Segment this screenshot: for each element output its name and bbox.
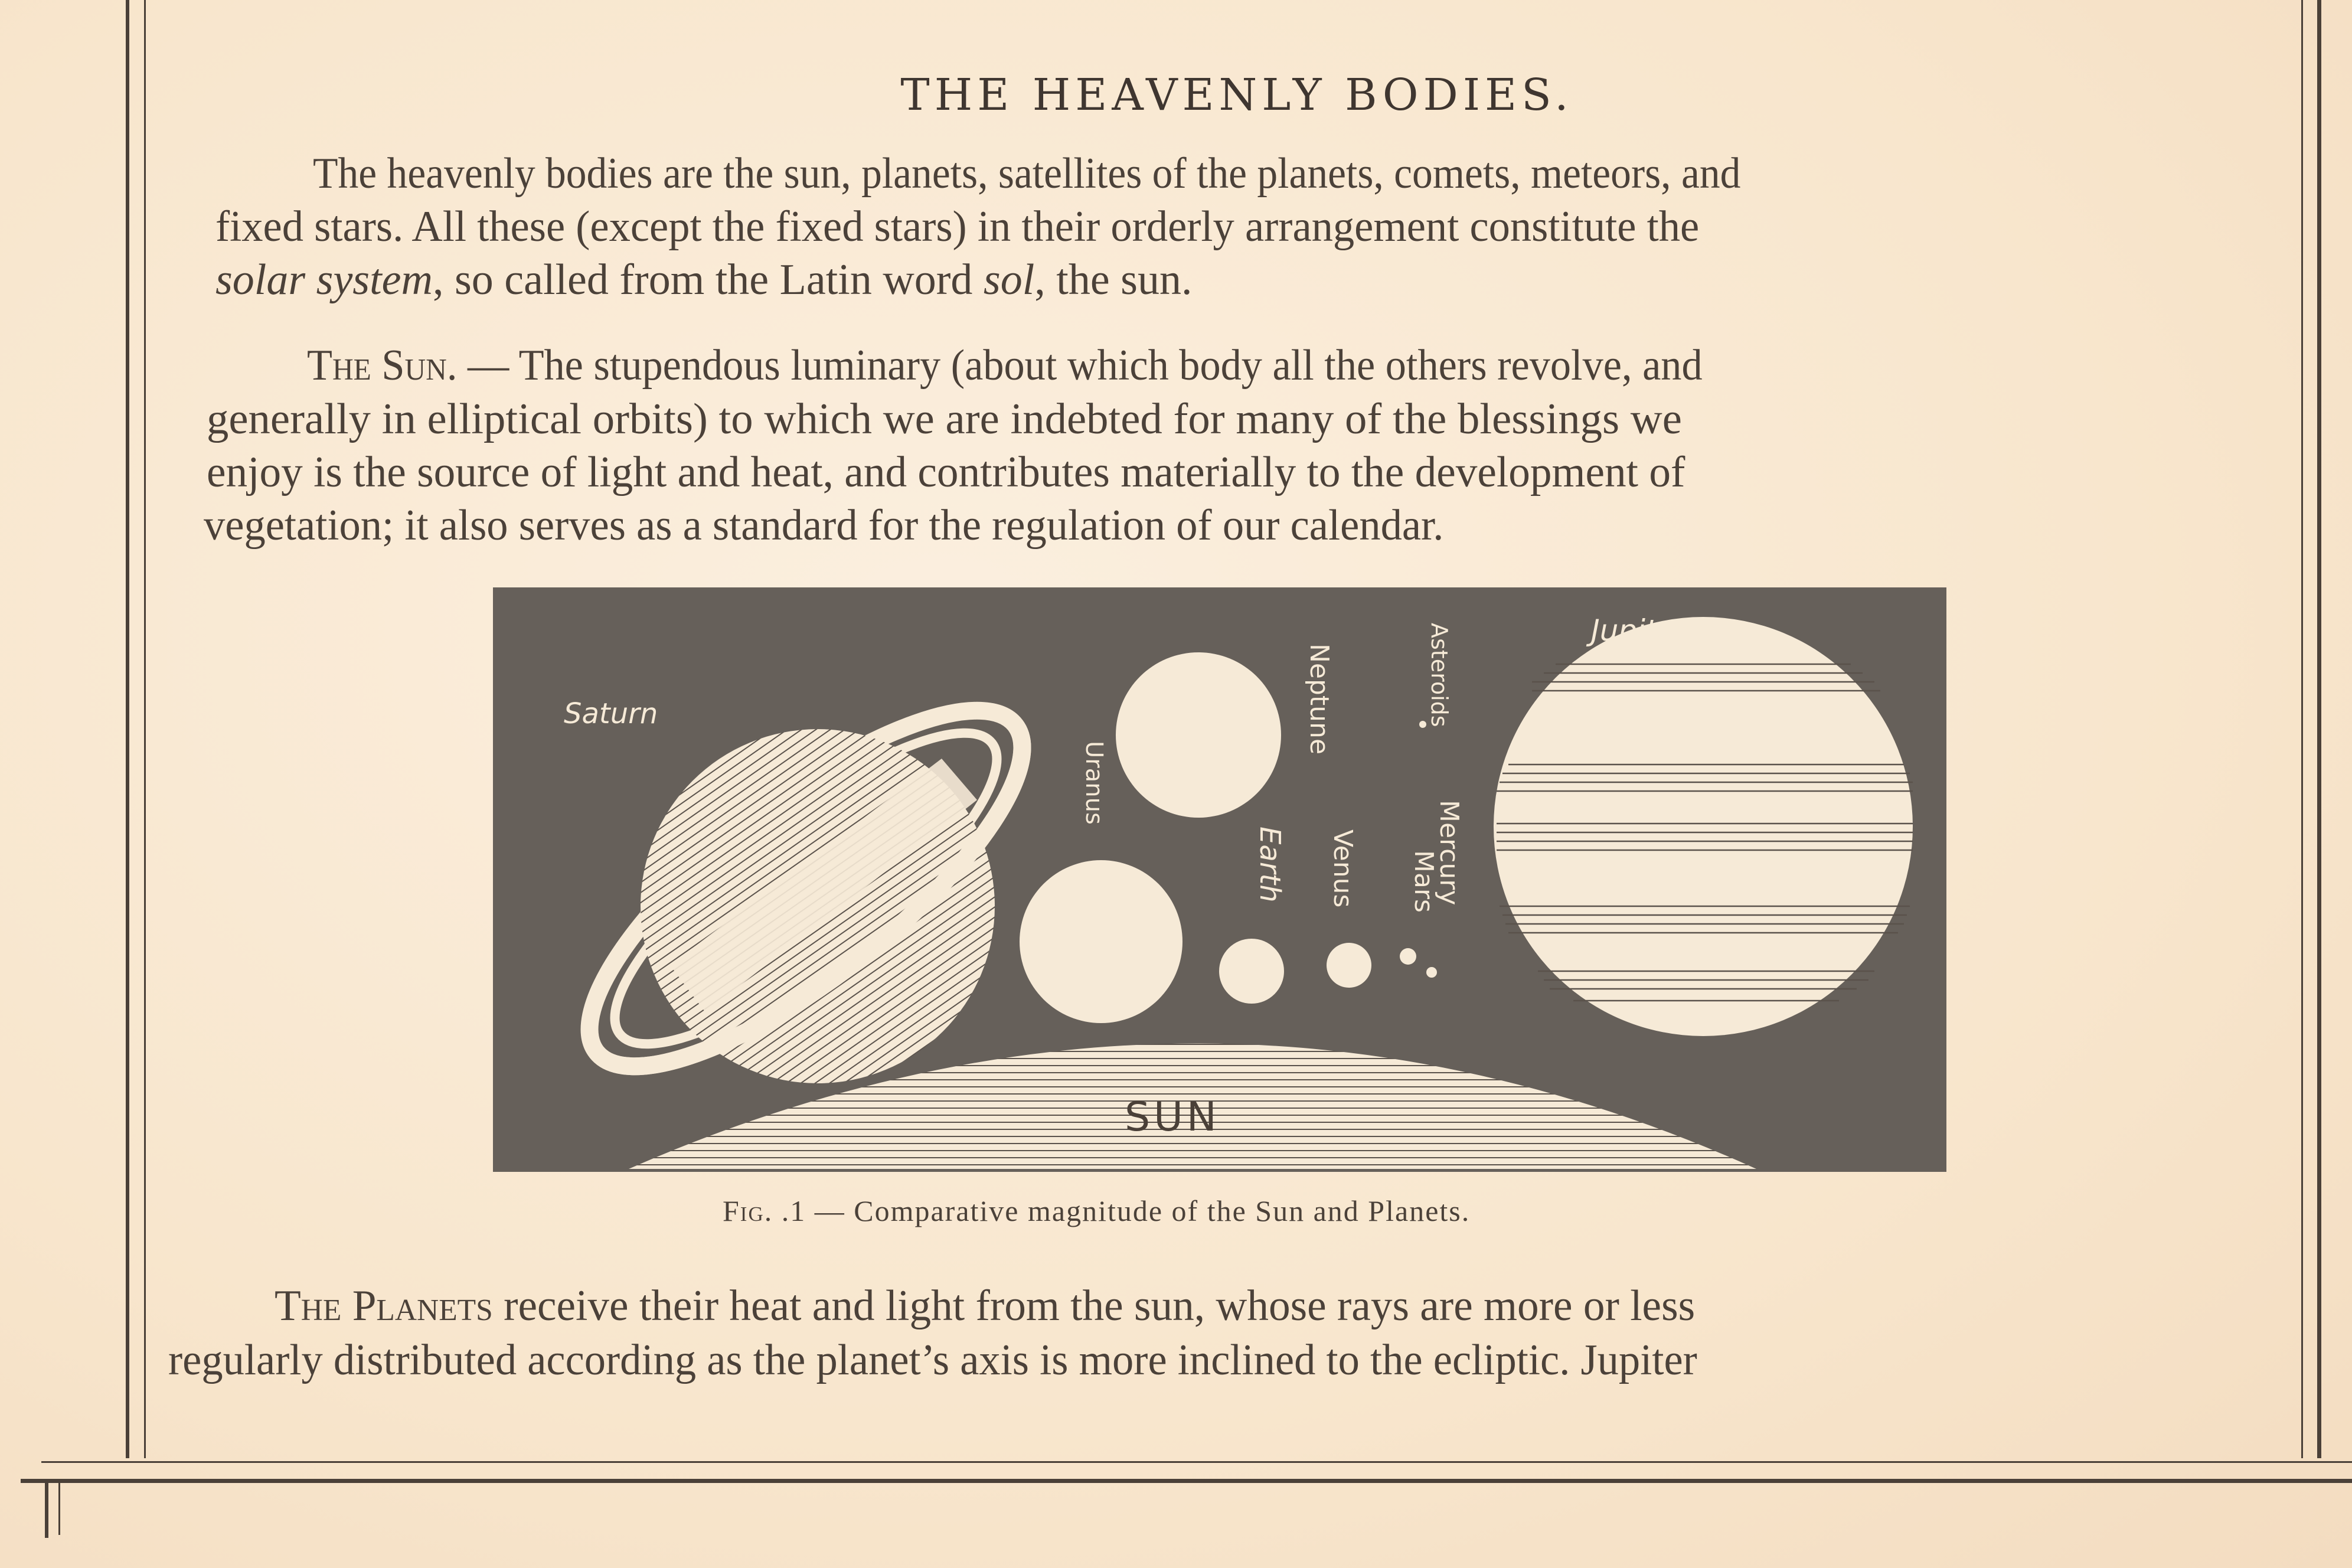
saturn-label: Saturn	[564, 697, 658, 730]
text-span: , the sun.	[1034, 256, 1193, 304]
left-border-thick-lower	[45, 1482, 48, 1538]
text-line: regularly distributed according as the planet’s axis is more inclined to the ecliptic. Jupiter	[168, 1336, 1697, 1384]
figure-caption	[723, 1194, 1470, 1228]
neptune-label: Neptune	[1304, 643, 1334, 755]
figure-caption-text: — Comparative magnitude of the Sun and Planets.	[806, 1194, 1471, 1227]
bottom-rule-thick	[21, 1479, 2352, 1483]
left-border-thick	[126, 0, 129, 1458]
uranus-label: Uranus	[1080, 741, 1108, 825]
text-line: vegetation; it also serves as a standard for the regulation of our calendar.	[204, 501, 1444, 550]
right-border-thin	[2301, 0, 2303, 1458]
text-line: generally in elliptical orbits) to which we are indebted for many of the blessings we	[207, 395, 1682, 443]
venus-body	[1327, 943, 1371, 988]
text-line: The heavenly bodies are the sun, planets, satellites of the planets, comets, meteors, and	[313, 149, 1741, 198]
venus-label: Venus	[1328, 829, 1358, 908]
text-span: receive their heat and light from the sun, whose rays are more or less	[492, 1282, 1696, 1330]
mars-label: Mars	[1409, 850, 1439, 913]
sun-label: SUN	[1125, 1094, 1220, 1141]
text-line: fixed stars. All these (except the fixed stars) in their orderly arrangement constitute the	[215, 202, 1700, 251]
planets-illustration	[493, 587, 1946, 1172]
text-line	[275, 1281, 1695, 1331]
figure-number: Fig. .1	[723, 1194, 806, 1227]
text-line	[215, 255, 1192, 305]
text-line: enjoy is the source of light and heat, and contributes materially to the development of	[207, 448, 1685, 496]
text-span: , so called from the Latin word	[432, 256, 984, 304]
text-span: — The stupendous luminary (about which body all the others revolve, and	[457, 341, 1703, 390]
section-heading: The Planets	[275, 1282, 493, 1330]
left-border-thin	[144, 0, 146, 1458]
text-line	[307, 341, 1703, 391]
figure-planets	[493, 587, 1946, 1172]
earth-body	[1219, 939, 1284, 1004]
mercury-label: Mercury	[1434, 800, 1464, 906]
page-title: THE HEAVENLY BODIES.	[900, 70, 1573, 120]
mercury-body	[1426, 967, 1437, 978]
jupiter-body	[1494, 617, 1913, 1036]
mars-body	[1400, 948, 1416, 965]
asteroids-label: Asteroids	[1426, 623, 1452, 727]
bottom-rule-thin	[41, 1461, 2352, 1463]
left-border-thin-lower	[58, 1482, 60, 1535]
asteroids-dot	[1419, 721, 1426, 728]
italic-term: solar system	[215, 256, 433, 304]
italic-term: sol	[983, 256, 1035, 304]
uranus-body	[1020, 860, 1182, 1023]
neptune-body	[1116, 652, 1281, 818]
section-heading: The Sun.	[307, 341, 458, 390]
right-border-thick	[2317, 0, 2321, 1458]
jupiter-label: Jupiter	[1591, 613, 1687, 648]
earth-label: Earth	[1253, 827, 1286, 903]
